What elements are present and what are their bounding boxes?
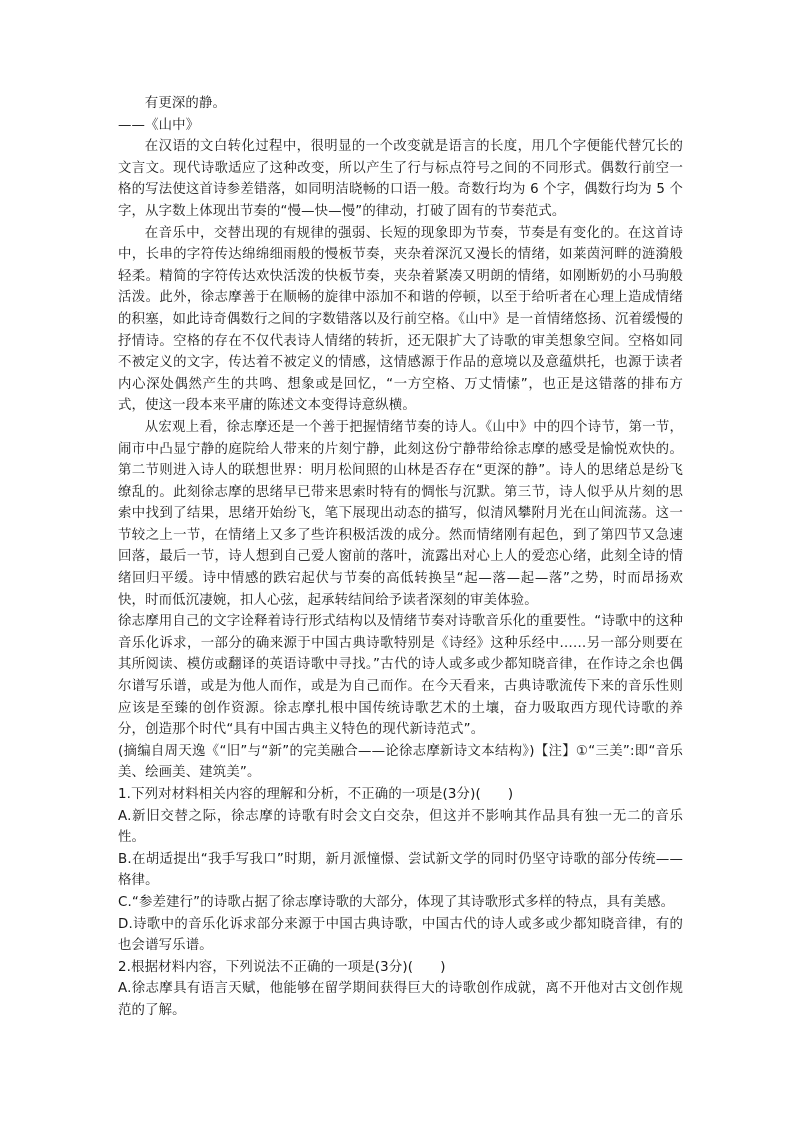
question-1-stem: 1.下列对材料相关内容的理解和分析，不正确的一项是(3分)( ) xyxy=(118,787,514,802)
question-1-option-b: B.在胡适提出“我手写我口”时期，新月派憧憬、尝试新文学的同时仍坚守诗歌的部分传统——格律。 xyxy=(118,851,683,889)
poem-title-attribution: ——《山中》 xyxy=(118,117,200,133)
question-2-option-a: A.徐志摩具有语言天赋，他能够在留学期间获得巨大的诗歌创作成就，离不开他对古文创作规范的了解。 xyxy=(118,981,683,1018)
question-1-option-c: C.“参差建行”的诗歌占据了徐志摩诗歌的大部分，体现了其诗歌形式多样的特点，具有美感。 xyxy=(118,894,675,910)
document-page xyxy=(118,93,683,1022)
source-citation: (摘编自周天逸《“旧”与“新”的完美融合——论徐志摩新诗文本结构》)【注】①“三美”:即“音乐美、绘画美、建筑美”。 xyxy=(118,743,683,781)
question-1-option-d: D.诗歌中的音乐化诉求部分来源于中国古典诗歌，中国古代的诗人或多或少都知晓音律，有的也会谱写乐谱。 xyxy=(118,916,683,954)
body-paragraph: 从宏观上看，徐志摩还是一个善于把握情绪节奏的诗人。《山中》中的四个诗节，第一节，闹市中凸显宁静的庭院给人带来的片刻宁静，此刻这份宁静带给徐志摩的感受是愉悦欢快的。第二节则进入诗人的联想世界：明月松间照的山林是否存在“更深的静”。诗人的思绪总是纷飞缭乱的。此刻徐志摩的思绪早已带来思索时特有的惆怅与沉默。第三节，诗人似乎从片刻的思索中找到了结果，思绪开始纷飞，笔下展现出动态的描写，似清风攀附月光在山间流荡。这一节较之上一节，在情绪上又多了些许积极活泼的成分。然而情绪刚有起色，到了第四节又急速回落，最后一节，诗人想到自己爱人窗前的落叶，流露出对心上人的爱恋心绪，此刻全诗的情绪回归平缓。诗中情感的跌宕起伏与节奏的高低转换呈“起—落—起—落”之势，时而昂扬欢快，时而低沉凄婉，扣人心弦，起承转结间给予读者深刻的审美体验。 xyxy=(118,419,683,608)
question-2-stem: 2.根据材料内容，下列说法不正确的一项是(3分)( ) xyxy=(118,959,446,975)
body-paragraph: 在音乐中，交替出现的有规律的强弱、长短的现象即为节奏，节奏是有变化的。在这首诗中，长串的字符传达绵绵细雨般的慢板节奏，夹杂着深沉又漫长的情绪，如莱茵河畔的涟漪般轻柔。精简的字符传达欢快活泼的快板节奏，夹杂着紧凑又明朗的情绪，如刚断奶的小马驹般活泼。此外，徐志摩善于在顺畅的旋律中添加不和谐的停顿，以至于给听者在心理上造成情绪的积塞，如此诗奇偶数行之间的字数错落以及行前空格。《山中》是一首情绪悠扬、沉着缓慢的抒情诗。空格的存在不仅代表诗人情绪的转折，还无限扩大了诗歌的审美想象空间。空格如同不被定义的文字，传达着不被定义的情感，这情感源于作品的意境以及意蕴烘托，也源于读者内心深处偶然产生的共鸣、想象或是回忆，“一方空格、万丈情愫”，也正是这错落的排布方式，使这一段本来平庸的陈述文本变得诗意纵横。 xyxy=(118,225,683,414)
body-paragraph: 在汉语的文白转化过程中，很明显的一个改变就是语言的长度，用几个字便能代替冗长的文言文。现代诗歌适应了这种改变，所以产生了行与标点符号之间的不同形式。偶数行前空一格的写法使这首诗参差错落，如同明洁晓畅的口语一般。奇数行均为 6 个字，偶数行均为 5 个字，从字数上体现出节奏的“慢—快—慢”的律动，打破了固有的节奏范式。 xyxy=(118,139,683,219)
body-paragraph: 徐志摩用自己的文字诠释着诗行形式结构以及情绪节奏对诗歌音乐化的重要性。“诗歌中的这种音乐化诉求，一部分的确来源于中国古典诗歌特别是《诗经》这种乐经中……另一部分则要在其所阅读、模仿或翻译的英语诗歌中寻找。”古代的诗人或多或少都知晓音律，在作诗之余也偶尔谱写乐谱，或是为他人而作，或是为自己而作。在今天看来，古典诗歌流传下来的音乐性则应该是至臻的创作资源。徐志摩扎根中国传统诗歌艺术的土壤，奋力吸取西方现代诗歌的养分，创造那个时代“具有中国古典主义特色的现代新诗范式”。 xyxy=(118,614,683,738)
question-1-option-a: A.新旧交替之际，徐志摩的诗歌有时会文白交杂，但这并不影响其作品具有独一无二的音乐性。 xyxy=(118,808,683,846)
poem-closing-line: 有更深的静。 xyxy=(144,96,227,111)
